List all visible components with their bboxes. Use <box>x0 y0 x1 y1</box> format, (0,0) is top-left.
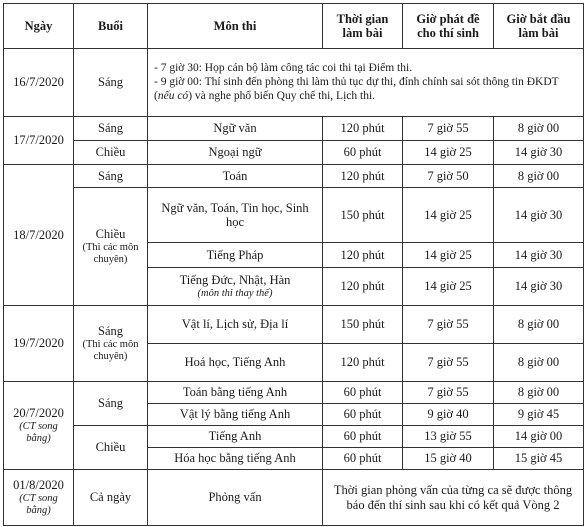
date-note: (CT song bằng) <box>19 492 58 516</box>
start-cell: 14 giờ 30 <box>494 243 584 268</box>
header-duration: Thời gian làm bài <box>323 4 403 49</box>
duration-cell: 150 phút <box>323 306 403 344</box>
distribute-cell: 7 giờ 55 <box>403 117 494 141</box>
distribute-cell: 7 giờ 50 <box>403 165 494 188</box>
subject-cell: Ngoại ngữ <box>148 141 323 165</box>
table-row <box>4 188 584 243</box>
table-row <box>4 49 584 117</box>
duration-cell: 120 phút <box>323 268 403 306</box>
duration-cell: 60 phút <box>323 382 403 404</box>
subject-cell: Hóa học bằng tiếng Anh <box>148 448 323 470</box>
subject-cell: Toán <box>148 165 323 188</box>
subject-cell: Tiếng Pháp <box>148 243 323 268</box>
duration-cell: 120 phút <box>323 165 403 188</box>
header-distribute-time: Giờ phát đề cho thí sinh <box>403 4 494 49</box>
header-date: Ngày <box>4 4 74 49</box>
start-cell: 8 giờ 00 <box>494 165 584 188</box>
distribute-cell: 13 giờ 55 <box>403 426 494 448</box>
session-cell: Sáng <box>74 382 148 426</box>
subject-cell: Vật lí, Lịch sử, Địa lí <box>148 306 323 344</box>
start-cell: 14 giờ 30 <box>494 268 584 306</box>
table-row <box>4 165 584 188</box>
header-start-time: Giờ bắt đầu làm bài <box>494 4 584 49</box>
start-cell: 8 giờ 00 <box>494 117 584 141</box>
start-cell: 14 giờ 00 <box>494 426 584 448</box>
session-cell: Sáng <box>74 49 148 117</box>
subject-cell: Hoá học, Tiếng Anh <box>148 344 323 382</box>
subject-cell: Vật lý bằng tiếng Anh <box>148 404 323 426</box>
distribute-cell: 9 giờ 40 <box>403 404 494 426</box>
duration-cell: 120 phút <box>323 344 403 382</box>
session-cell <box>74 188 148 306</box>
distribute-cell: 15 giờ 40 <box>403 448 494 470</box>
subject-label: Tiếng Đức, Nhật, Hàn <box>179 273 291 288</box>
header-row <box>4 4 584 49</box>
table-row <box>4 470 584 526</box>
distribute-cell: 7 giờ 55 <box>403 306 494 344</box>
session-label: Sáng <box>98 324 123 339</box>
exam-schedule-table <box>3 3 584 526</box>
start-cell: 9 giờ 45 <box>494 404 584 426</box>
date-cell <box>4 382 74 470</box>
subject-note: (môn thi thay thế) <box>197 287 273 299</box>
table-row <box>4 306 584 344</box>
duration-cell: 150 phút <box>323 188 403 243</box>
distribute-cell: 7 giờ 55 <box>403 344 494 382</box>
distribute-cell: 14 giờ 25 <box>403 141 494 165</box>
header-subject: Môn thi <box>148 4 323 49</box>
distribute-cell: 14 giờ 25 <box>403 268 494 306</box>
duration-cell: 60 phút <box>323 426 403 448</box>
distribute-cell: 14 giờ 25 <box>403 243 494 268</box>
subject-cell: Phỏng vấn <box>148 470 323 526</box>
session-note: (Thi các môn chuyên) <box>82 338 139 362</box>
subject-cell: Tiếng Anh <box>148 426 323 448</box>
note-text-italic: nếu có <box>157 89 189 102</box>
subject-cell: Toán bằng tiếng Anh <box>148 382 323 404</box>
table-row <box>4 426 584 448</box>
session-cell: Sáng <box>74 117 148 141</box>
subject-cell: Ngữ văn, Toán, Tin học, Sinh học <box>148 188 323 243</box>
table-row <box>4 117 584 141</box>
table-row <box>4 382 584 404</box>
interview-note-cell: Thời gian phỏng vấn của từng ca sẽ được thông báo đến thí sinh sau khi có kết quả Vòng 2 <box>323 470 584 526</box>
date-note: (CT song bằng) <box>19 420 58 444</box>
session-label: Chiều <box>95 227 126 242</box>
date-cell <box>4 470 74 526</box>
header-session: Buổi <box>74 4 148 49</box>
session-cell <box>74 306 148 382</box>
start-cell: 14 giờ 30 <box>494 141 584 165</box>
date-cell: 16/7/2020 <box>4 49 74 117</box>
notes-cell <box>148 49 584 117</box>
session-cell: Chiều <box>74 141 148 165</box>
date-cell: 17/7/2020 <box>4 117 74 165</box>
duration-cell: 120 phút <box>323 243 403 268</box>
start-cell: 8 giờ 00 <box>494 306 584 344</box>
session-note: (Thi các môn chuyên) <box>82 241 139 265</box>
note-line <box>154 76 580 102</box>
table-row <box>4 141 584 165</box>
date-cell: 19/7/2020 <box>4 306 74 382</box>
subject-cell: Ngữ văn <box>148 117 323 141</box>
session-cell: Cả ngày <box>74 470 148 526</box>
start-cell: 8 giờ 00 <box>494 382 584 404</box>
session-cell: Sáng <box>74 165 148 188</box>
date-label: 01/8/2020 <box>13 478 64 493</box>
note-line: - 7 giờ 30: Họp cán bộ làm công tác coi thi tại Điểm thi. <box>154 62 413 75</box>
start-cell: 14 giờ 30 <box>494 188 584 243</box>
start-cell: 8 giờ 00 <box>494 344 584 382</box>
start-cell: 15 giờ 45 <box>494 448 584 470</box>
duration-cell: 60 phút <box>323 404 403 426</box>
subject-cell <box>148 268 323 306</box>
duration-cell: 60 phút <box>323 448 403 470</box>
note-text: - 9 giờ 00: Thí sinh đến phòng thi làm thủ tục dự thi, đính chính sai sót thông tin ĐKDT ( <box>154 76 559 102</box>
date-label: 20/7/2020 <box>13 406 64 421</box>
session-cell: Chiều <box>74 426 148 470</box>
distribute-cell: 7 giờ 55 <box>403 382 494 404</box>
distribute-cell: 14 giờ 25 <box>403 188 494 243</box>
date-cell: 18/7/2020 <box>4 165 74 306</box>
duration-cell: 60 phút <box>323 141 403 165</box>
note-text: ) và nghe phổ biến Quy chế thi, Lịch thi. <box>188 89 376 102</box>
duration-cell: 120 phút <box>323 117 403 141</box>
